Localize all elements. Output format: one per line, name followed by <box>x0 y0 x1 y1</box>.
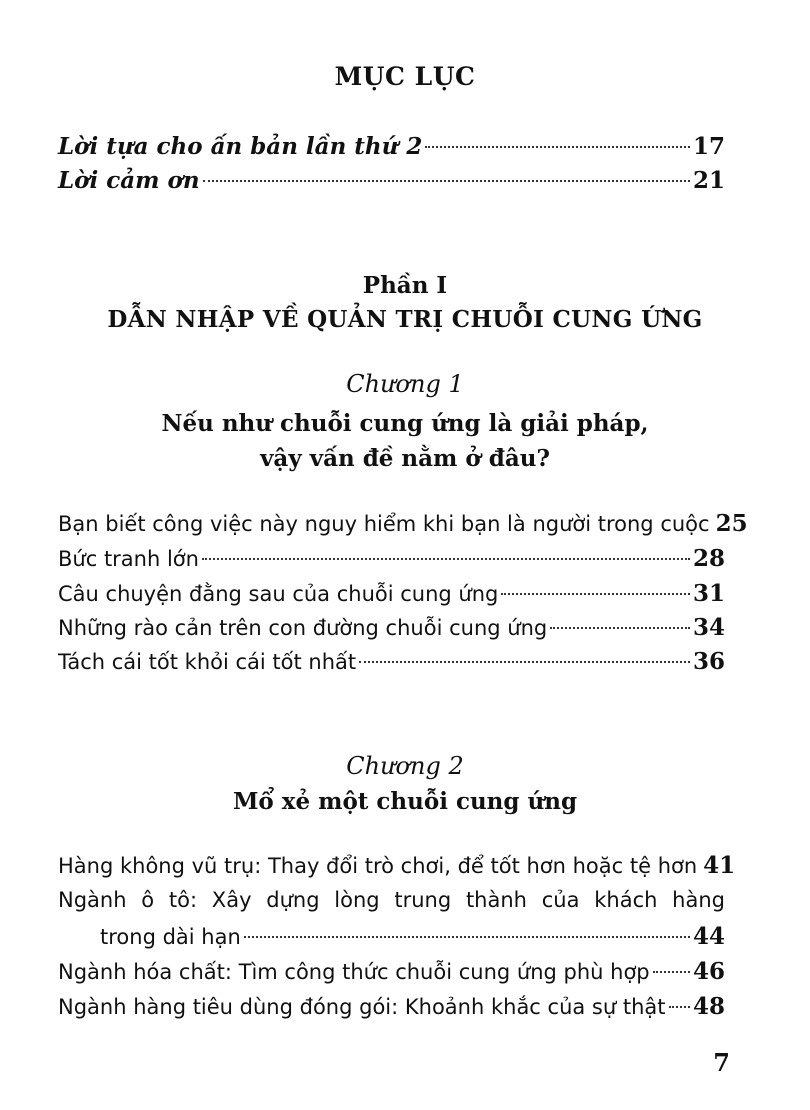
toc-entry <box>58 614 725 648</box>
toc-entry <box>58 510 748 544</box>
toc-entry-page: 48 <box>692 993 725 1020</box>
leader-dots <box>653 971 690 973</box>
toc-entry-label-line: Ngành ô tô: Xây dựng lòng trung thành của khách hàng <box>58 888 725 912</box>
toc-entry-page: 31 <box>692 580 725 607</box>
toc-entry <box>58 648 725 682</box>
toc-entry <box>58 958 725 992</box>
toc-entry-page: 44 <box>692 923 725 950</box>
toc-entry-page: 21 <box>692 167 725 194</box>
toc-entry-page: 36 <box>692 648 725 675</box>
toc-entry <box>58 852 736 886</box>
toc-entry-acknowledgements <box>58 167 725 201</box>
toc-entry-label: Lời tựa cho ấn bản lần thứ 2 <box>58 133 423 160</box>
chapter-1-label: Chương 1 <box>346 370 464 398</box>
leader-dots <box>425 146 690 148</box>
toc-title: MỤC LỤC <box>334 62 476 91</box>
toc-entry-label: Bạn biết công việc này nguy hiểm khi bạn là người trong cuộc <box>58 512 710 536</box>
toc-entry-page: 17 <box>692 133 725 160</box>
leader-dots <box>550 627 690 629</box>
chapter-2-label: Chương 2 <box>346 752 464 780</box>
part-title: DẪN NHẬP VỀ QUẢN TRỊ CHUỖI CUNG ỨNG <box>107 306 703 333</box>
leader-dots <box>244 936 690 938</box>
part-label: Phần I <box>362 272 448 299</box>
toc-entry-label: Hàng không vũ trụ: Thay đổi trò chơi, để tốt hơn hoặc tệ hơn <box>58 854 698 878</box>
toc-entry-label: trong dài hạn <box>100 925 241 949</box>
toc-entry-label: Tách cái tốt khỏi cái tốt nhất <box>58 650 357 674</box>
toc-entry-page: 28 <box>692 545 725 572</box>
toc-entry-page: 46 <box>692 958 725 985</box>
leader-dots <box>203 180 690 182</box>
toc-entry-page: 41 <box>703 852 736 879</box>
toc-entry-label: Bức tranh lớn <box>58 547 199 571</box>
chapter-1-title-line1: Nếu như chuỗi cung ứng là giải pháp, <box>161 410 649 437</box>
toc-entry-label: Những rào cản trên con đường chuỗi cung ứng <box>58 616 548 640</box>
leader-dots <box>359 661 690 663</box>
leader-dots <box>669 1006 690 1008</box>
toc-entry-label: Ngành hàng tiêu dùng đóng gói: Khoảnh khắc của sự thật <box>58 995 666 1019</box>
leader-dots <box>202 558 690 560</box>
leader-dots <box>501 593 690 595</box>
toc-entry-page: 34 <box>692 614 725 641</box>
toc-entry-label: Câu chuyện đằng sau của chuỗi cung ứng <box>58 582 499 606</box>
chapter-2-title: Mổ xẻ một chuỗi cung ứng <box>232 788 578 815</box>
toc-entry <box>58 545 725 579</box>
toc-entry-continuation <box>100 923 725 957</box>
toc-entry-label: Ngành hóa chất: Tìm công thức chuỗi cung ứng phù hợp <box>58 960 650 984</box>
toc-entry-preface <box>58 133 725 167</box>
toc-entry <box>58 993 725 1027</box>
toc-entry-label: Lời cảm ơn <box>58 167 200 194</box>
toc-entry-page: 25 <box>715 510 748 537</box>
chapter-1-title-line2: vậy vấn đề nằm ở đâu? <box>260 445 550 472</box>
page-number: 7 <box>713 1048 730 1077</box>
toc-entry <box>58 580 725 614</box>
